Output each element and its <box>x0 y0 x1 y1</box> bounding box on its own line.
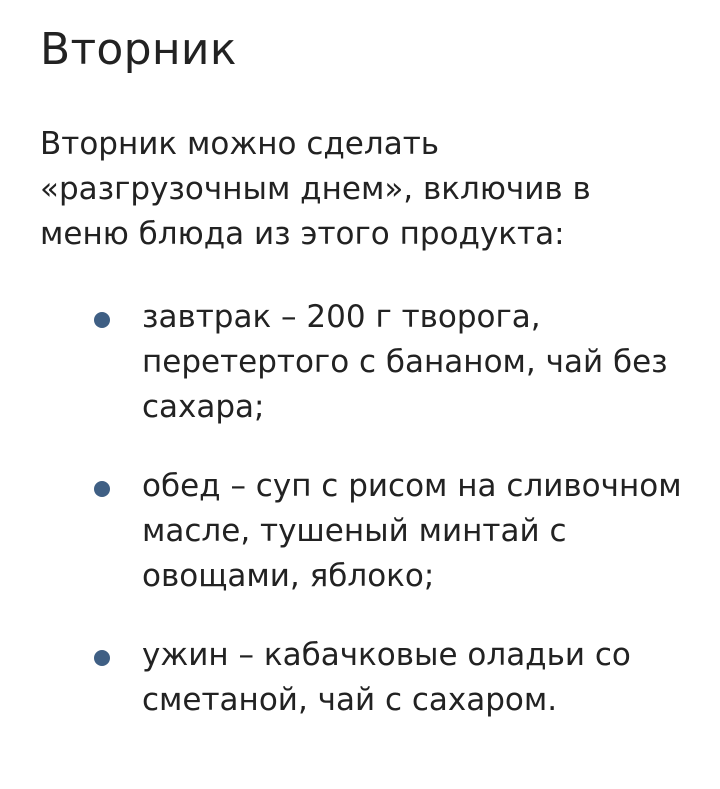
intro-paragraph: Вторник можно сделать «разгрузочным днем», включив в меню блюда из этого продукта: <box>40 126 591 252</box>
list-item-breakfast <box>40 295 682 430</box>
list-item-text: ужин – кабачковые оладьи со сметаной, чай с сахаром. <box>142 637 631 718</box>
list-item-dinner <box>40 633 682 723</box>
list-item-text: завтрак – 200 г творога, перетертого с бананом, чай без сахара; <box>142 299 668 425</box>
list-item-text: обед – суп с рисом на сливочном масле, тушеный минтай с овощами, яблоко; <box>142 468 682 594</box>
bullet-icon <box>94 650 110 666</box>
meal-list <box>40 295 680 723</box>
page-title: Вторник <box>40 24 237 75</box>
bullet-icon <box>94 312 110 328</box>
list-item-lunch <box>40 464 682 599</box>
bullet-icon <box>94 481 110 497</box>
